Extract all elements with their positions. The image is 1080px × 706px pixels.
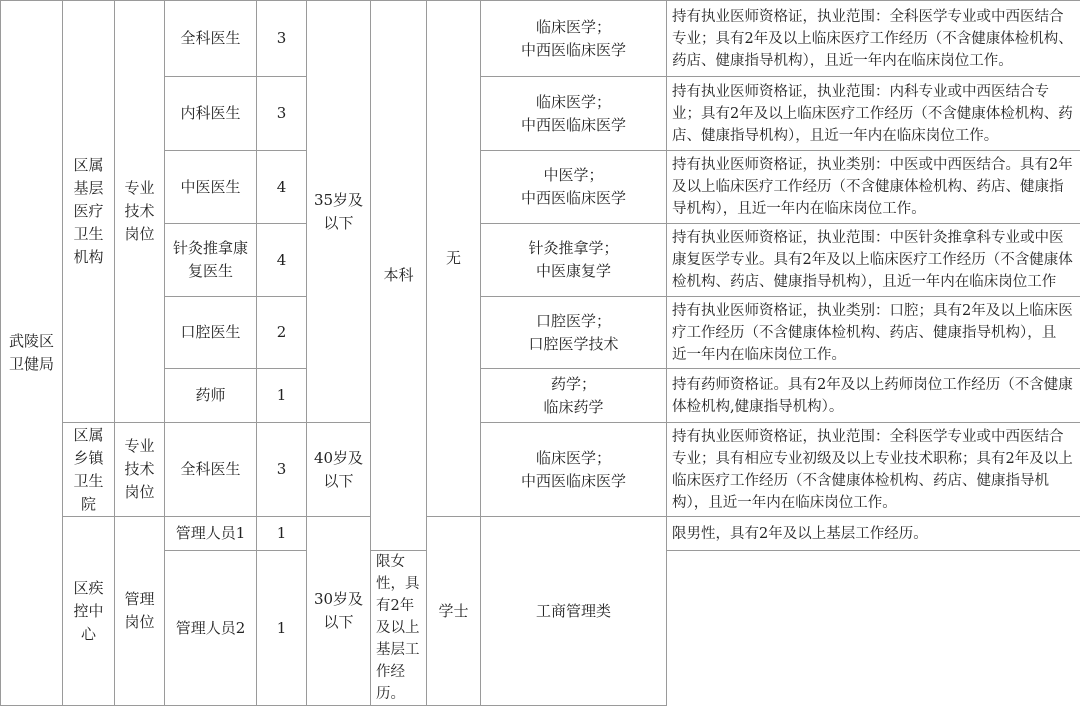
requirements-cell: 持有执业医师资格证，执业类别：口腔；具有2年及以上临床医 疗工作经历（不含健康体检机构、药店、健康指导机构），且 近一年内在临床岗位工作。 <box>667 297 1080 369</box>
category-cell-professional: 专业 技术 岗位 <box>115 1 165 423</box>
major-cell: 中医学； 中西医临床医学 <box>481 151 667 224</box>
age-limit-cell: 30岁及 以下 <box>307 517 371 706</box>
major-cell-management: 工商管理类 <box>481 517 667 706</box>
position-count: 1 <box>257 551 307 706</box>
major-cell: 口腔医学； 口腔医学技术 <box>481 297 667 369</box>
position-count: 1 <box>257 369 307 423</box>
position-name: 管理人员2 <box>165 551 257 706</box>
category-cell-management: 管理 岗位 <box>115 517 165 706</box>
major-cell: 临床医学； 中西医临床医学 <box>481 423 667 517</box>
education-cell: 本科 <box>371 1 427 551</box>
requirements-cell: 持有执业医师资格证，执业类别：中医或中西医结合。具有2年 及以上临床医疗工作经历（不含健康体检机构、药店、健康指 导机构），且近一年内在临床岗位工作。 <box>667 151 1080 224</box>
position-count: 3 <box>257 1 307 77</box>
major-cell: 临床医学； 中西医临床医学 <box>481 1 667 77</box>
position-name: 管理人员1 <box>165 517 257 551</box>
position-count: 2 <box>257 297 307 369</box>
requirements-cell: 持有执业医师资格证，执业范围：全科医学专业或中西医结合 专业；具有相应专业初级及以上专业技术职称；具有2年及以上 临床医疗工作经历（不含健康体检机构、药店、健康指导机 构），且近一年内在临床岗位工作。 <box>667 423 1080 517</box>
unit-cell-township: 区属 乡镇 卫生 院 <box>63 423 115 517</box>
position-name: 内科医生 <box>165 77 257 151</box>
age-limit-cell: 40岁及 以下 <box>307 423 371 517</box>
position-name: 口腔医生 <box>165 297 257 369</box>
requirements-cell: 限女性，具有2年及以上基层工作经历。 <box>371 551 427 706</box>
requirements-cell: 持有执业医师资格证，执业范围：全科医学专业或中西医结合 专业；具有2年及以上临床医疗工作经历（不含健康体检机构、 药店、健康指导机构），且近一年内在临床岗位工作。 <box>667 1 1080 77</box>
position-name: 中医医生 <box>165 151 257 224</box>
table-row <box>1 423 1080 517</box>
unit-cell-cdc: 区疾 控中 心 <box>63 517 115 706</box>
department-cell: 武陵区 卫健局 <box>1 1 63 706</box>
major-cell: 药学； 临床药学 <box>481 369 667 423</box>
requirements-cell: 持有药师资格证。具有2年及以上药师岗位工作经历（不含健康 体检机构,健康指导机构）。 <box>667 369 1080 423</box>
requirements-cell: 持有执业医师资格证，执业范围：中医针灸推拿科专业或中医 康复医学专业。具有2年及以上临床医疗工作经历（不含健康体 检机构、药店、健康指导机构），且近一年内在临床岗位工作 <box>667 224 1080 297</box>
unit-cell-grassroots: 区属 基层 医疗 卫生 机构 <box>63 1 115 423</box>
degree-cell-none: 无 <box>427 1 481 517</box>
requirements-cell: 持有执业医师资格证，执业范围：内科专业或中西医结合专 业；具有2年及以上临床医疗工作经历（不含健康体检机构、药 店、健康指导机构），且近一年内在临床岗位工作。 <box>667 77 1080 151</box>
table-row <box>1 1 1080 77</box>
position-name: 全科医生 <box>165 423 257 517</box>
position-count: 4 <box>257 151 307 224</box>
position-count: 3 <box>257 423 307 517</box>
requirements-cell: 限男性，具有2年及以上基层工作经历。 <box>667 517 1080 551</box>
position-count: 1 <box>257 517 307 551</box>
table-row <box>1 517 1080 551</box>
category-cell-professional: 专业 技术 岗位 <box>115 423 165 517</box>
position-name: 针灸推拿康 复医生 <box>165 224 257 297</box>
major-cell: 临床医学； 中西医临床医学 <box>481 77 667 151</box>
position-count: 4 <box>257 224 307 297</box>
position-name: 全科医生 <box>165 1 257 77</box>
position-name: 药师 <box>165 369 257 423</box>
age-limit-cell: 35岁及 以下 <box>307 1 371 423</box>
major-cell: 针灸推拿学； 中医康复学 <box>481 224 667 297</box>
degree-cell-bachelor: 学士 <box>427 517 481 706</box>
position-count: 3 <box>257 77 307 151</box>
